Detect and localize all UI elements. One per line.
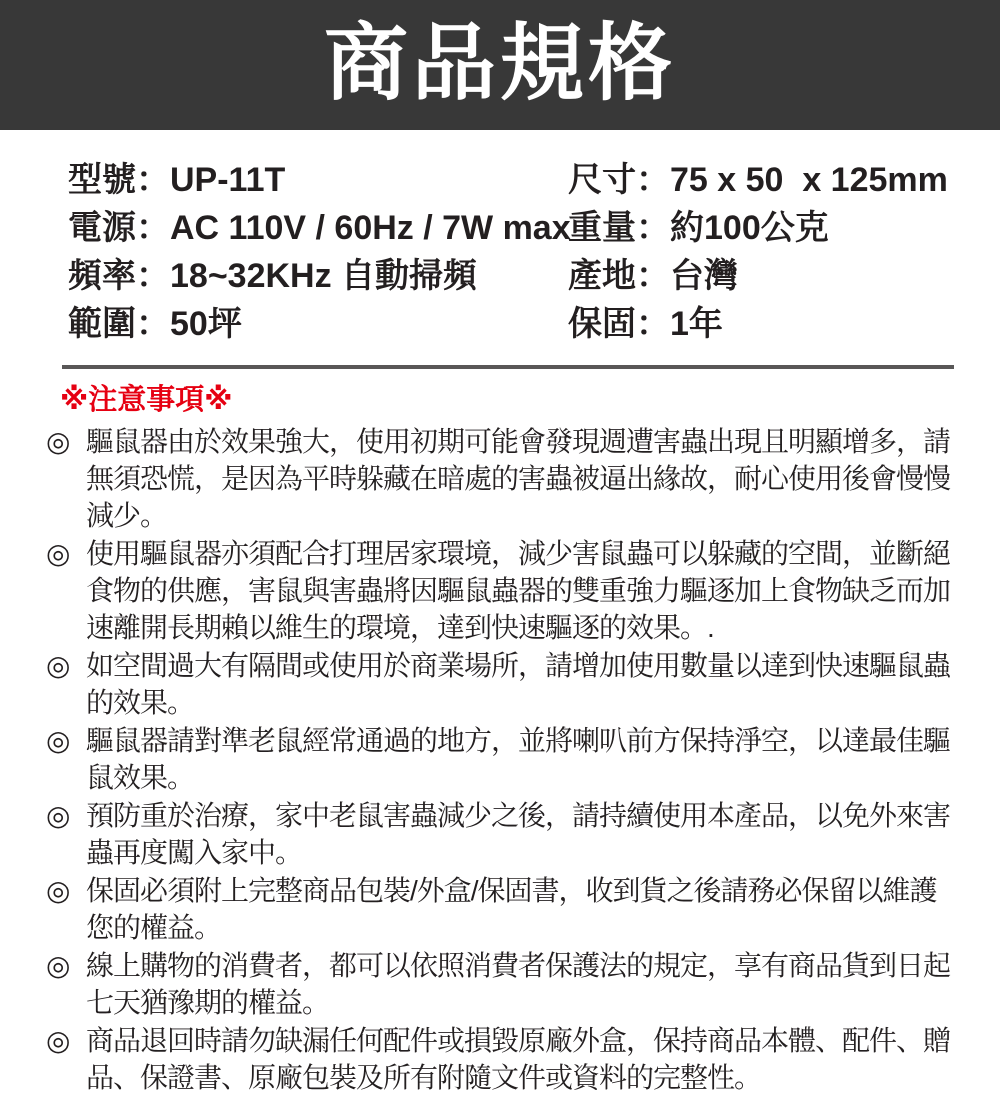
list-item [0, 647, 1000, 722]
notice-list [0, 423, 1000, 1097]
bullet-marker: ◎ [46, 875, 71, 906]
spec-separator: ： [136, 209, 170, 247]
spec-label: 頻率 [68, 257, 136, 295]
note-text: 保固必須附上完整商品包裝/外盒/保固書，收到貨之後請務必保留以維護您的權益。 [86, 875, 937, 943]
spec-separator: ： [636, 161, 670, 199]
bullet-marker: ◎ [46, 538, 71, 569]
notice-heading: ※注意事項※ [60, 384, 233, 416]
spec-label: 型號 [68, 161, 136, 199]
spec-label: 保固 [568, 305, 636, 343]
list-item [0, 722, 1000, 797]
spec-value: 1年 [670, 305, 723, 343]
list-item [0, 947, 1000, 1022]
spec-separator: ： [636, 305, 670, 343]
note-text: 驅鼠器由於效果強大，使用初期可能會發現週遭害蟲出現且明顯增多，請無須恐慌，是因為平時躲藏在暗處的害蟲被逼出緣故，耐心使用後會慢慢減少。 [86, 426, 951, 531]
bullet-marker: ◎ [46, 426, 71, 457]
spec-row-warranty [568, 300, 948, 348]
spec-value: AC 110V / 60Hz / 7W max [170, 209, 571, 247]
spec-row-origin [568, 252, 948, 300]
spec-value: UP-11T [170, 161, 286, 199]
note-text: 使用驅鼠器亦須配合打理居家環境，減少害鼠蟲可以躲藏的空間，並斷絕食物的供應，害鼠與害蟲將因驅鼠蟲器的雙重強力驅逐加上食物缺乏而加速離開長期賴以維生的環境，達到快速驅逐的效果。. [86, 538, 951, 643]
title-banner [0, 0, 1000, 130]
spec-separator: ： [636, 209, 670, 247]
list-item [0, 797, 1000, 872]
note-text: 預防重於治療，家中老鼠害蟲減少之後，請持續使用本產品，以免外來害蟲再度闖入家中。 [86, 800, 951, 868]
spec-label: 產地 [568, 257, 636, 295]
list-item [0, 535, 1000, 647]
spec-value: 18~32KHz 自動掃頻 [170, 257, 478, 295]
bullet-marker: ◎ [46, 725, 71, 756]
spec-row-dimensions [568, 156, 948, 204]
note-text: 驅鼠器請對準老鼠經常通過的地方，並將喇叭前方保持淨空，以達最佳驅鼠效果。 [86, 725, 951, 793]
list-item [0, 872, 1000, 947]
spec-separator: ： [636, 257, 670, 295]
note-text: 如空間過大有隔間或使用於商業場所，請增加使用數量以達到快速驅鼠蟲的效果。 [86, 650, 951, 718]
notice-section [0, 369, 1000, 1097]
bullet-marker: ◎ [46, 800, 71, 831]
spec-label: 範圍 [68, 305, 136, 343]
spec-label: 電源 [68, 209, 136, 247]
spec-label: 尺寸 [568, 161, 636, 199]
spec-row-frequency [68, 252, 568, 300]
spec-value: 台灣 [670, 257, 738, 295]
note-text: 商品退回時請勿缺漏任何配件或損毀原廠外盒，保持商品本體、配件、贈品、保證書、原廠包裝及所有附隨文件或資料的完整性。 [86, 1025, 951, 1093]
spec-value: 50坪 [170, 305, 242, 343]
spec-value: 75 x 50 x 125mm [670, 161, 948, 199]
note-text: 線上購物的消費者，都可以依照消費者保護法的規定，享有商品貨到日起七天猶豫期的權益。 [86, 950, 951, 1018]
spec-row-range [68, 300, 568, 348]
list-item [0, 423, 1000, 535]
bullet-marker: ◎ [46, 1025, 71, 1056]
spec-table [0, 130, 1000, 348]
spec-separator: ： [136, 161, 170, 199]
spec-value: 約100公克 [670, 209, 829, 247]
spec-row-weight [568, 204, 948, 252]
spec-separator: ： [136, 305, 170, 343]
spec-row-model [68, 156, 568, 204]
spec-row-power [68, 204, 571, 252]
spec-column-right [568, 156, 948, 348]
spec-label: 重量 [568, 209, 636, 247]
bullet-marker: ◎ [46, 950, 71, 981]
spec-separator: ： [136, 257, 170, 295]
spec-column-left [68, 156, 571, 348]
page-title: 商品規格 [323, 16, 676, 110]
list-item [0, 1022, 1000, 1097]
bullet-marker: ◎ [46, 650, 71, 681]
